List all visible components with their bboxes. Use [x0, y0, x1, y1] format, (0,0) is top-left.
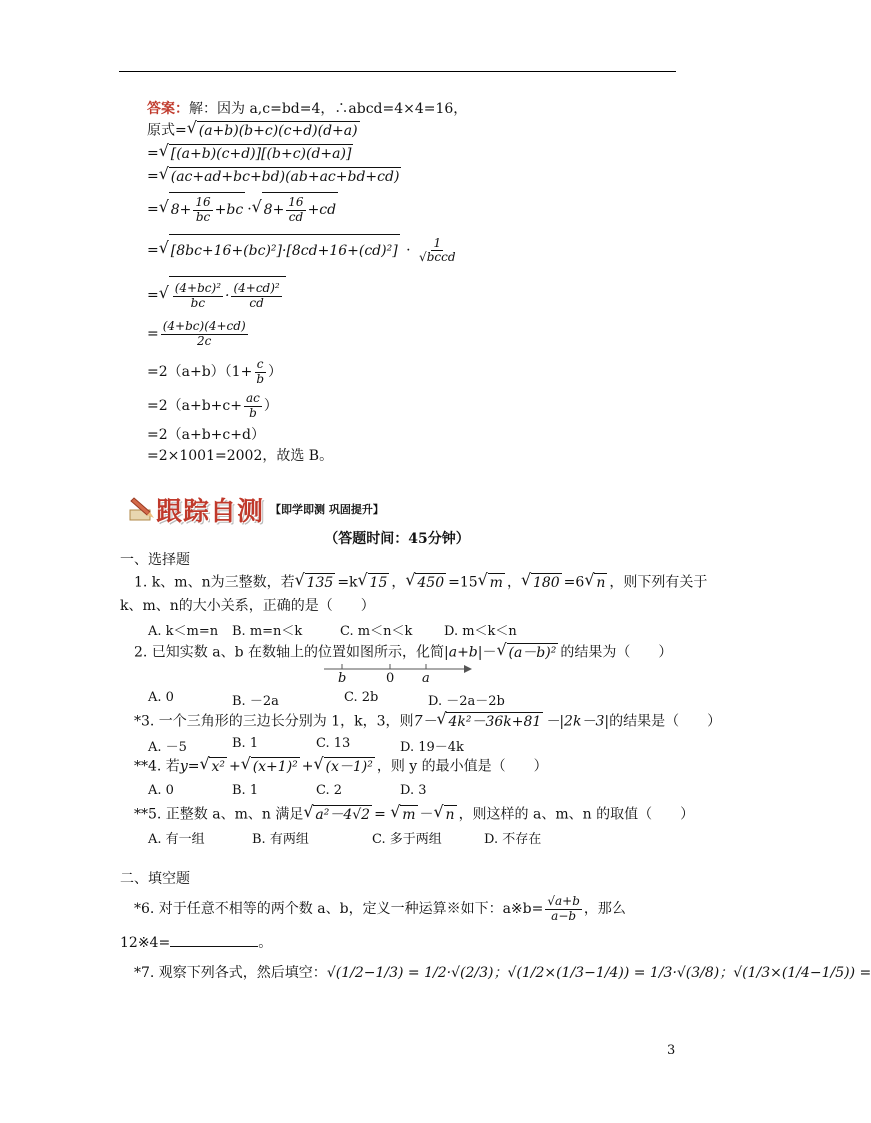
answer-step-5: = √ $\frac{\text{(4+bc)²}}{bc}$ · $\frac{\text{(4+cd)²}}{cd}$: [147, 276, 288, 315]
numline-label-a: a: [422, 671, 430, 686]
answer-label: 答案: [147, 101, 175, 117]
fraction: $\frac{\text{(4+cd)²}}{cd}$: [233, 281, 280, 310]
sqrt-s5: [159, 276, 286, 315]
q3-option-a[interactable]: A. －5: [148, 740, 187, 755]
sqrt: √ (x－1)²: [314, 757, 375, 776]
banner-title: 跟踪自测: [156, 496, 265, 527]
answer-step-10: =2×1001=2002，故选 B。: [147, 448, 334, 464]
time-note: （答题时间：45分钟）: [324, 531, 470, 547]
q5-option-d[interactable]: D. 不存在: [484, 832, 542, 847]
q3-option-d[interactable]: D. 19－4k: [400, 740, 464, 755]
q4-option-a[interactable]: A. 0: [148, 783, 174, 798]
q7-expr-3: √(1/3×(1/4−1/5)) =: [733, 965, 871, 981]
radicand: [(a+b)(c+d)][(b+c)(d+a)]: [170, 146, 352, 162]
sqrt: √ 15: [358, 573, 390, 592]
q3-option-b[interactable]: B. 1: [232, 736, 259, 751]
radicand: (a+b)(b+c)(c+d)(d+a): [198, 123, 358, 139]
q4-option-c[interactable]: C. 2: [316, 783, 343, 798]
fraction: $\frac{ac}{b}$: [245, 391, 260, 420]
q5-option-c[interactable]: C. 多于两组: [372, 832, 442, 847]
answer-step-2: =√ (ac+ad+bc+bd)(ab+ac+bd+cd): [147, 167, 403, 186]
sqrt-orig: [187, 121, 360, 140]
section-fill: 二、填空题: [120, 871, 190, 887]
number-line: [322, 661, 472, 687]
fraction: $\frac{16}{cd}$: [288, 195, 304, 224]
answer-colon: ：: [175, 101, 189, 117]
question-6-cont: 12※4= 。: [120, 935, 273, 951]
q1-option-d[interactable]: D. m＜k＜n: [444, 624, 517, 639]
radicand: (ac+ad+bc+bd)(ab+ac+bd+cd): [170, 169, 400, 185]
sqrt: √ m: [478, 573, 505, 592]
answer-blank[interactable]: [170, 934, 258, 947]
q2-option-b[interactable]: B. －2a: [232, 694, 279, 709]
sqrt: √ 135: [295, 573, 336, 592]
sqrt-s3b: [252, 192, 338, 227]
question-7: *7. 观察下列各式，然后填空：√(1/2−1/3) = 1/2·√(2/3)；√(1/2×(1/3−1/4)) = 1/3·√(3/8)；√(1/3×(1/4−1/5)) =: [134, 965, 871, 981]
answer-step-7: =2（a+b）（1+ $\frac{c}{b}$ ）: [147, 357, 283, 386]
radicand: [8bc+16+(bc)²]·[8cd+16+(cd)²]: [169, 234, 400, 267]
answer-step-8: =2（a+b+c+ $\frac{ac}{b}$ ）: [147, 391, 278, 420]
q5-option-a[interactable]: A. 有一组: [148, 832, 205, 847]
q7-expr-2: √(1/2×(1/3−1/4)) = 1/3·√(3/8)；: [507, 965, 734, 981]
answer-step-6: = $\frac{(4+bc)(4+cd)}{2c}$: [147, 319, 246, 348]
radicand: 8+ $\frac{16}{cd}$ +cd: [262, 192, 338, 227]
question-3: *3. 一个三角形的三边长分别为 1，k，3，则7－√ 4k²－36k+81 －|2k－3|的结果是（ ）: [134, 712, 721, 731]
header-rule: [119, 71, 676, 72]
sqrt: √ 450: [405, 573, 446, 592]
fraction: $\frac{16}{bc}$: [195, 195, 211, 224]
radicand: √ $\frac{\text{(4+bc)²}}{bc}$ · $\frac{\text{(4+cd)²}}{cd}$: [169, 276, 286, 315]
fraction: $\frac{√a+b}{a-b}$: [547, 894, 580, 923]
q1-option-a[interactable]: A. k＜m=n: [148, 624, 219, 639]
answer-intro: [147, 100, 467, 118]
answer-step-3: =√ 8+ $\frac{16}{bc}$ +bc ·√ 8+ $\frac{16}{cd}$ +cd: [147, 192, 340, 227]
banner-subtitle: 【即学即测 巩固提升】: [270, 503, 384, 516]
numline-label-0: 0: [386, 671, 395, 686]
q3-option-c[interactable]: C. 13: [316, 736, 351, 751]
sqrt: √ n: [584, 573, 607, 592]
orig-label: 原式=: [147, 122, 187, 139]
sqrt: √ x²: [199, 757, 227, 776]
q7-expr-1: √(1/2−1/3) = 1/2·√(2/3)；: [326, 965, 508, 981]
sqrt-s3a: [159, 192, 245, 227]
fraction: $\frac{c}{b}$: [256, 357, 265, 386]
sqrt: √ (x+1)²: [241, 757, 300, 776]
sqrt-s2: [159, 167, 402, 186]
q2-option-c[interactable]: C. 2b: [344, 690, 379, 705]
sqrt: √ a²－4√2: [303, 805, 372, 824]
answer-step-1: =√ [(a+b)(c+d)][(b+c)(d+a)]: [147, 144, 355, 163]
q5-option-b[interactable]: B. 有两组: [252, 832, 309, 847]
q4-option-d[interactable]: D. 3: [400, 783, 427, 798]
fraction: $\frac{(4+bc)(4+cd)}{2c}$: [162, 319, 246, 348]
sqrt: √ (a－b)²: [497, 643, 559, 662]
q4-option-b[interactable]: B. 1: [232, 783, 259, 798]
question-4: **4. 若y=√ x² +√ (x+1)² +√ (x－1)² ，则 y 的最小值是（ ）: [134, 757, 548, 776]
pencil-book-icon: [128, 494, 156, 524]
fraction: √ $\frac{\text{(4+bc)²}}{bc}$: [174, 281, 221, 310]
sqrt: √ m: [390, 805, 417, 824]
sqrt: √ n: [434, 805, 457, 824]
q1-option-b[interactable]: B. m=n＜k: [232, 624, 303, 639]
radicand: 8+ $\frac{16}{bc}$ +bc: [169, 192, 245, 227]
question-6: *6. 对于任意不相等的两个数 a、b，定义一种运算※如下：a※b= $\frac{√a+b}{a-b}$ ，那么: [134, 894, 626, 923]
fraction: $\frac{1}{\text{√bccd}}$: [419, 235, 456, 264]
answer-step-orig: [147, 121, 362, 140]
question-2: 2. 已知实数 a、b 在数轴上的位置如图所示，化简|a+b|－√ (a－b)² 的结果为（ ）: [134, 643, 672, 662]
answer-step-9: =2（a+b+c+d）: [147, 427, 265, 443]
question-5: **5. 正整数 a、m、n 满足√ a²－4√2 = √ m －√ n ，则这样的 a、m、n 的取值（ ）: [134, 805, 694, 824]
section-banner: [128, 492, 384, 526]
numline-label-b: b: [338, 671, 347, 686]
answer-step-4: =√ [8bc+16+(bc)²]·[8cd+16+(cd)²] · $\frac{1}{\text{√bccd}}$: [147, 234, 460, 267]
q2-option-d[interactable]: D. －2a－2b: [428, 694, 505, 709]
sqrt: √ 4k²－36k+81: [436, 712, 543, 731]
sqrt-s4: [159, 234, 400, 267]
section-choice: 一、选择题: [120, 552, 190, 568]
sqrt-s1: [159, 144, 354, 163]
answer-intro-text: 解：因为 a,c=bd=4，∴abcd=4×4=16，: [189, 101, 468, 117]
q1-option-c[interactable]: C. m＜n＜k: [340, 624, 413, 639]
q2-option-a[interactable]: A. 0: [148, 690, 174, 705]
sqrt: √ 180: [521, 573, 562, 592]
question-1: 1. k、m、n为三整数，若√ 135 =k√ 15 ，√ 450 =15√ m ，√ 180 =6√ n ，则下列有关于: [134, 573, 707, 592]
page-number: 3: [667, 1043, 676, 1058]
question-1-cont: k、m、n的大小关系，正确的是（ ）: [120, 598, 375, 614]
